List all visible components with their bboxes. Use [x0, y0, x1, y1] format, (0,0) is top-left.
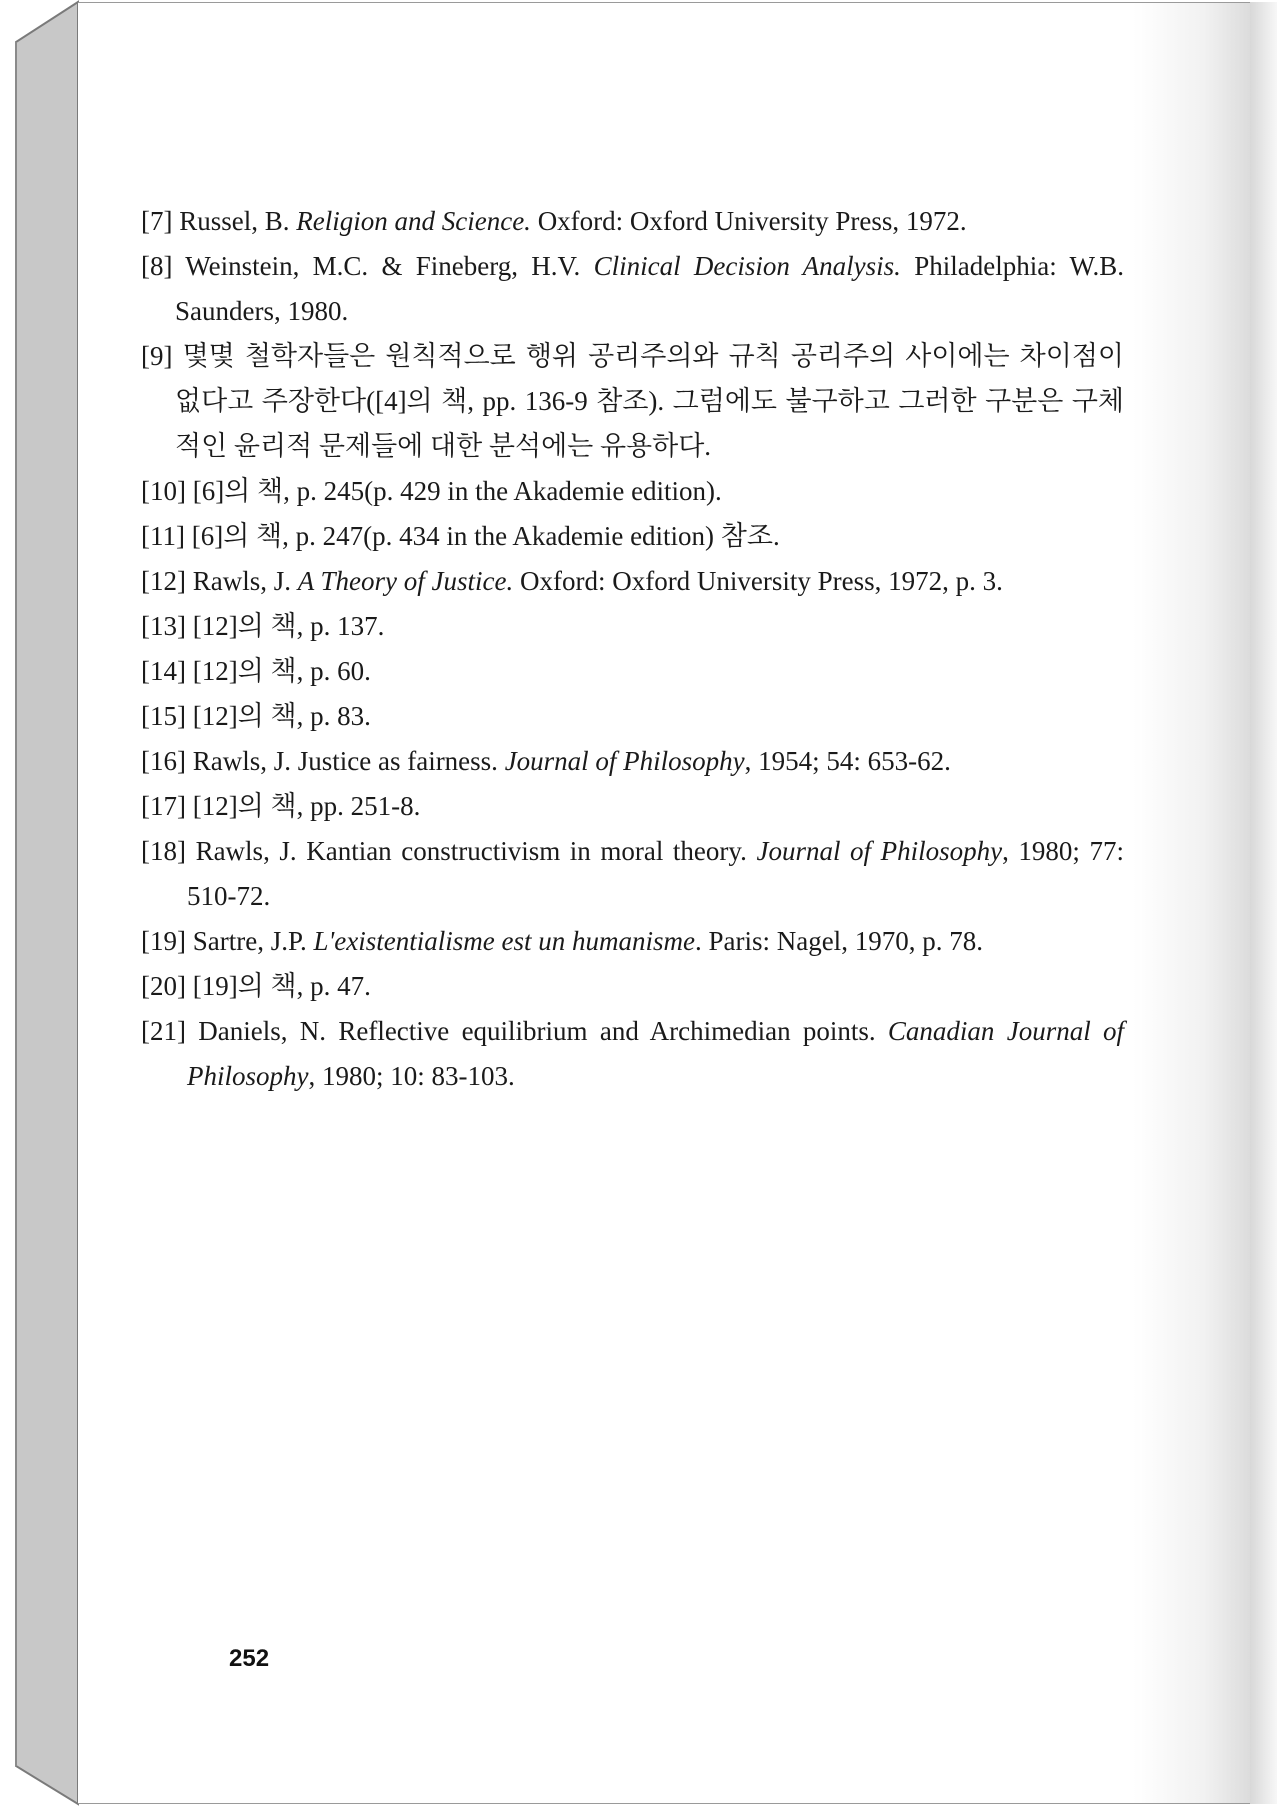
- reference-item: [141, 829, 1124, 919]
- reference-before: Sartre, J.P.: [192, 926, 314, 956]
- reference-item: [141, 739, 1124, 784]
- reference-num: [10]: [141, 476, 186, 506]
- reference-after: , 1954; 54: 653-62.: [744, 746, 951, 776]
- reference-num: [15]: [141, 701, 186, 731]
- reference-num: [19]: [141, 926, 186, 956]
- reference-before: Daniels, N. Reflective equilibrium and Archimedian points.: [198, 1016, 888, 1046]
- reference-before: [12]의 책, pp. 251-8.: [192, 791, 421, 821]
- reference-item: [141, 244, 1124, 334]
- reference-before: Weinstein, M.C. & Fineberg, H.V.: [185, 251, 594, 281]
- reference-item: [141, 694, 1124, 739]
- reference-title: Journal of Philosophy: [504, 746, 745, 776]
- book-spine-edge: [0, 0, 82, 1806]
- reference-item: [141, 919, 1124, 964]
- reference-item: [141, 1009, 1124, 1099]
- reference-num: [13]: [141, 611, 186, 641]
- reference-before: Rawls, J.: [192, 566, 298, 596]
- reference-num: [17]: [141, 791, 186, 821]
- reference-after: Oxford: Oxford University Press, 1972.: [530, 206, 967, 236]
- reference-num: [18]: [141, 836, 186, 866]
- reference-before: Rawls, J. Justice as fairness.: [192, 746, 505, 776]
- reference-title: Canadian Journal of Philosophy: [187, 1016, 1124, 1091]
- reference-title: Clinical Decision Analysis.: [593, 251, 901, 281]
- reference-after: , 1980; 10: 83-103.: [308, 1061, 515, 1091]
- reference-before: [12]의 책, p. 83.: [192, 701, 371, 731]
- reference-after: Oxford: Oxford University Press, 1972, p. 3.: [513, 566, 1003, 596]
- reference-item: [141, 514, 1124, 559]
- reference-title: L'existentialisme est un humanisme: [313, 926, 695, 956]
- reference-num: [12]: [141, 566, 186, 596]
- reference-before: 몇몇 철학자들은 원칙적으로 행위 공리주의와 규칙 공리주의 사이에는 차이점이 없다고 주장한다([4]의 책, pp. 136-9 참조). 그럼에도 불구하고 그러한 구분은 구체적인 윤리적 문제들에 대한 분석에는 유용하다.: [175, 341, 1124, 461]
- reference-title: Journal of Philosophy: [756, 836, 1003, 866]
- reference-after: Philadelphia: W.B. Saunders, 1980.: [175, 251, 1125, 326]
- reference-item: [141, 199, 1124, 244]
- reference-item: [141, 469, 1124, 514]
- reference-after: , 1980; 77: 510-72.: [187, 836, 1124, 911]
- reference-title: Religion and Science.: [296, 206, 531, 236]
- reference-before: Russel, B.: [179, 206, 297, 236]
- reference-num: [20]: [141, 971, 186, 1001]
- reference-num: [8]: [141, 251, 173, 281]
- reference-before: [6]의 책, p. 245(p. 429 in the Akademie edition).: [192, 476, 722, 506]
- reference-before: [12]의 책, p. 60.: [192, 656, 371, 686]
- reference-before: [19]의 책, p. 47.: [192, 971, 371, 1001]
- reference-item: [141, 604, 1124, 649]
- reference-before: [12]의 책, p. 137.: [192, 611, 385, 641]
- reference-item: [141, 559, 1124, 604]
- page-number: 252: [229, 1645, 270, 1672]
- reference-num: [16]: [141, 746, 186, 776]
- reference-before: Rawls, J. Kantian constructivism in moral theory.: [195, 836, 757, 866]
- page-edge-shadow: [1250, 2, 1277, 1804]
- reference-list: [141, 199, 1124, 1099]
- reference-num: [14]: [141, 656, 186, 686]
- reference-item: [141, 649, 1124, 694]
- reference-num: [11]: [141, 521, 185, 551]
- reference-num: [7]: [141, 206, 173, 236]
- reference-after: . Paris: Nagel, 1970, p. 78.: [694, 926, 983, 956]
- reference-title: A Theory of Justice.: [297, 566, 514, 596]
- reference-num: [21]: [141, 1016, 186, 1046]
- reference-item: [141, 964, 1124, 1009]
- reference-item: [141, 334, 1124, 469]
- reference-num: [9]: [141, 341, 173, 371]
- reference-item: [141, 784, 1124, 829]
- reference-before: [6]의 책, p. 247(p. 434 in the Akademie edition) 참조.: [191, 521, 780, 551]
